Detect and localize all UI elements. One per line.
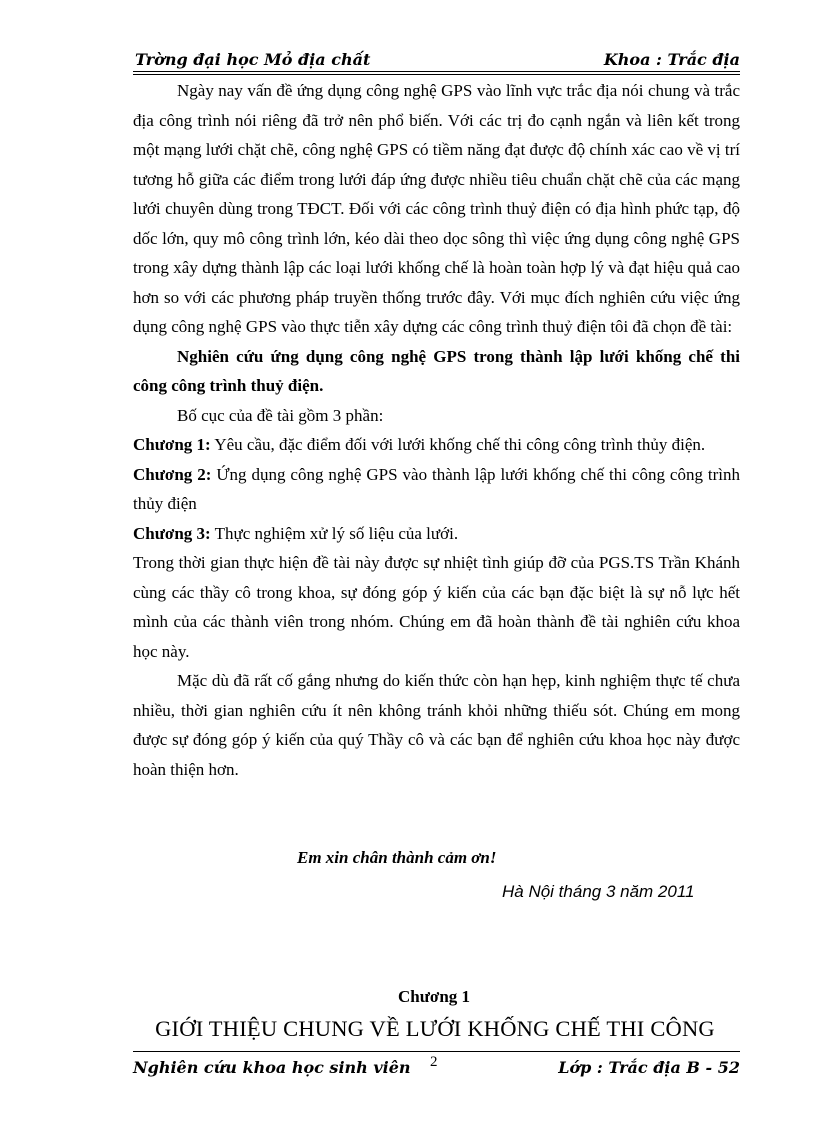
header-school: Trờng đại học Mỏ địa chất <box>135 50 371 69</box>
chapter-2-text: Ứng dụng công nghệ GPS vào thành lập lưới khống chế thi công công trình thủy điện <box>133 464 740 513</box>
topic-title: Nghiên cứu ứng dụng công nghệ GPS trong thành lập lưới khống chế thi công công trình thuỷ điện. <box>133 346 740 395</box>
acknowledgement-paragraph: Trong thời gian thực hiện đề tài này được sự nhiệt tình giúp đỡ của PGS.TS Trần Khánh cùng các thầy cô trong khoa, sự đóng góp ý kiến của các bạn đặc biệt là sự nỗ lực hết mình của các thành viên trong nhóm. Chúng em đã hoàn thành đề tài nghiên cứu khoa học này. <box>133 553 740 661</box>
footer-class: Lớp : Trắc địa B - 52 <box>558 1058 740 1077</box>
chapter-1-item <box>133 430 740 460</box>
chapter-3-text: Thực nghiệm xử lý số liệu của lưới. <box>210 523 459 543</box>
chapter-1-text: Yêu cầu, đặc điểm đối với lưới khống chế thi công công trình thủy điện. <box>210 435 706 454</box>
chapter-heading: GIỚI THIỆU CHUNG VỀ LƯỚI KHỐNG CHẾ THI CÔNG <box>155 1016 715 1041</box>
structure-line: Bố cục của đề tài gồm 3 phần: <box>177 405 384 425</box>
intro-paragraph: Ngày nay vấn đề ứng dụng công nghệ GPS vào lĩnh vực trắc địa nói chung và trắc địa công trình nói riêng đã trở nên phổ biến. Với các trị đo cạnh ngắn và liên kết trong một mạng lưới chặt chẽ, công nghệ GPS có tiềm năng đạt được độ chính xác cao về vị trí tương hỗ giữa các điểm trong lưới đáp ứng được nhiều tiêu chuẩn chặt chẽ của các mạng lưới chuyên dùng trong TĐCT. Đối với các công trình thuỷ điện có địa hình phức tạp, độ dốc lớn, quy mô công trình lớn, kéo dài theo dọc sông thì việc ứng dụng công nghệ GPS trong xây dựng thành lập các loại lưới khống chế là hoàn toàn hợp lý và đạt hiệu quả cao hơn so với các phương pháp truyền thống trước đây. Với mục đích nghiên cứu việc ứng dụng công nghệ GPS vào thực tiễn xây dựng các công trình thuỷ điện tôi đã chọn đề tài: <box>133 81 740 336</box>
header-rule <box>133 71 740 72</box>
chapter-1-label: Chương 1: <box>133 435 211 454</box>
footer-research: Nghiên cứu khoa học sinh viên <box>133 1058 411 1077</box>
chapter-2-item <box>133 460 740 519</box>
page-number: 2 <box>430 1054 438 1070</box>
page-content <box>133 76 740 784</box>
footer-rule <box>133 1051 740 1052</box>
closing-paragraph: Mặc dù đã rất cố gắng nhưng do kiến thức còn hạn hẹp, kinh nghiệm thực tế chưa nhiều, thời gian nghiên cứu ít nên không tránh khỏi những thiếu sót. Chúng em mong được sự đóng góp ý kiến của quý Thầy cô và các bạn để nghiên cứu khoa học này được hoàn thiện hơn. <box>133 671 740 779</box>
chapter-3-item <box>133 519 740 549</box>
header-faculty: Khoa : Trắc địa <box>603 50 740 69</box>
chapter-2-label: Chương 2: <box>133 464 212 484</box>
place-date: Hà Nội tháng 3 năm 2011 <box>502 882 695 901</box>
header-rule-second <box>133 74 740 75</box>
thanks-line: Em xin chân thành cảm ơn! <box>297 848 497 867</box>
chapter-number: Chương 1 <box>397 987 471 1006</box>
chapter-3-label: Chương 3: <box>133 523 211 543</box>
